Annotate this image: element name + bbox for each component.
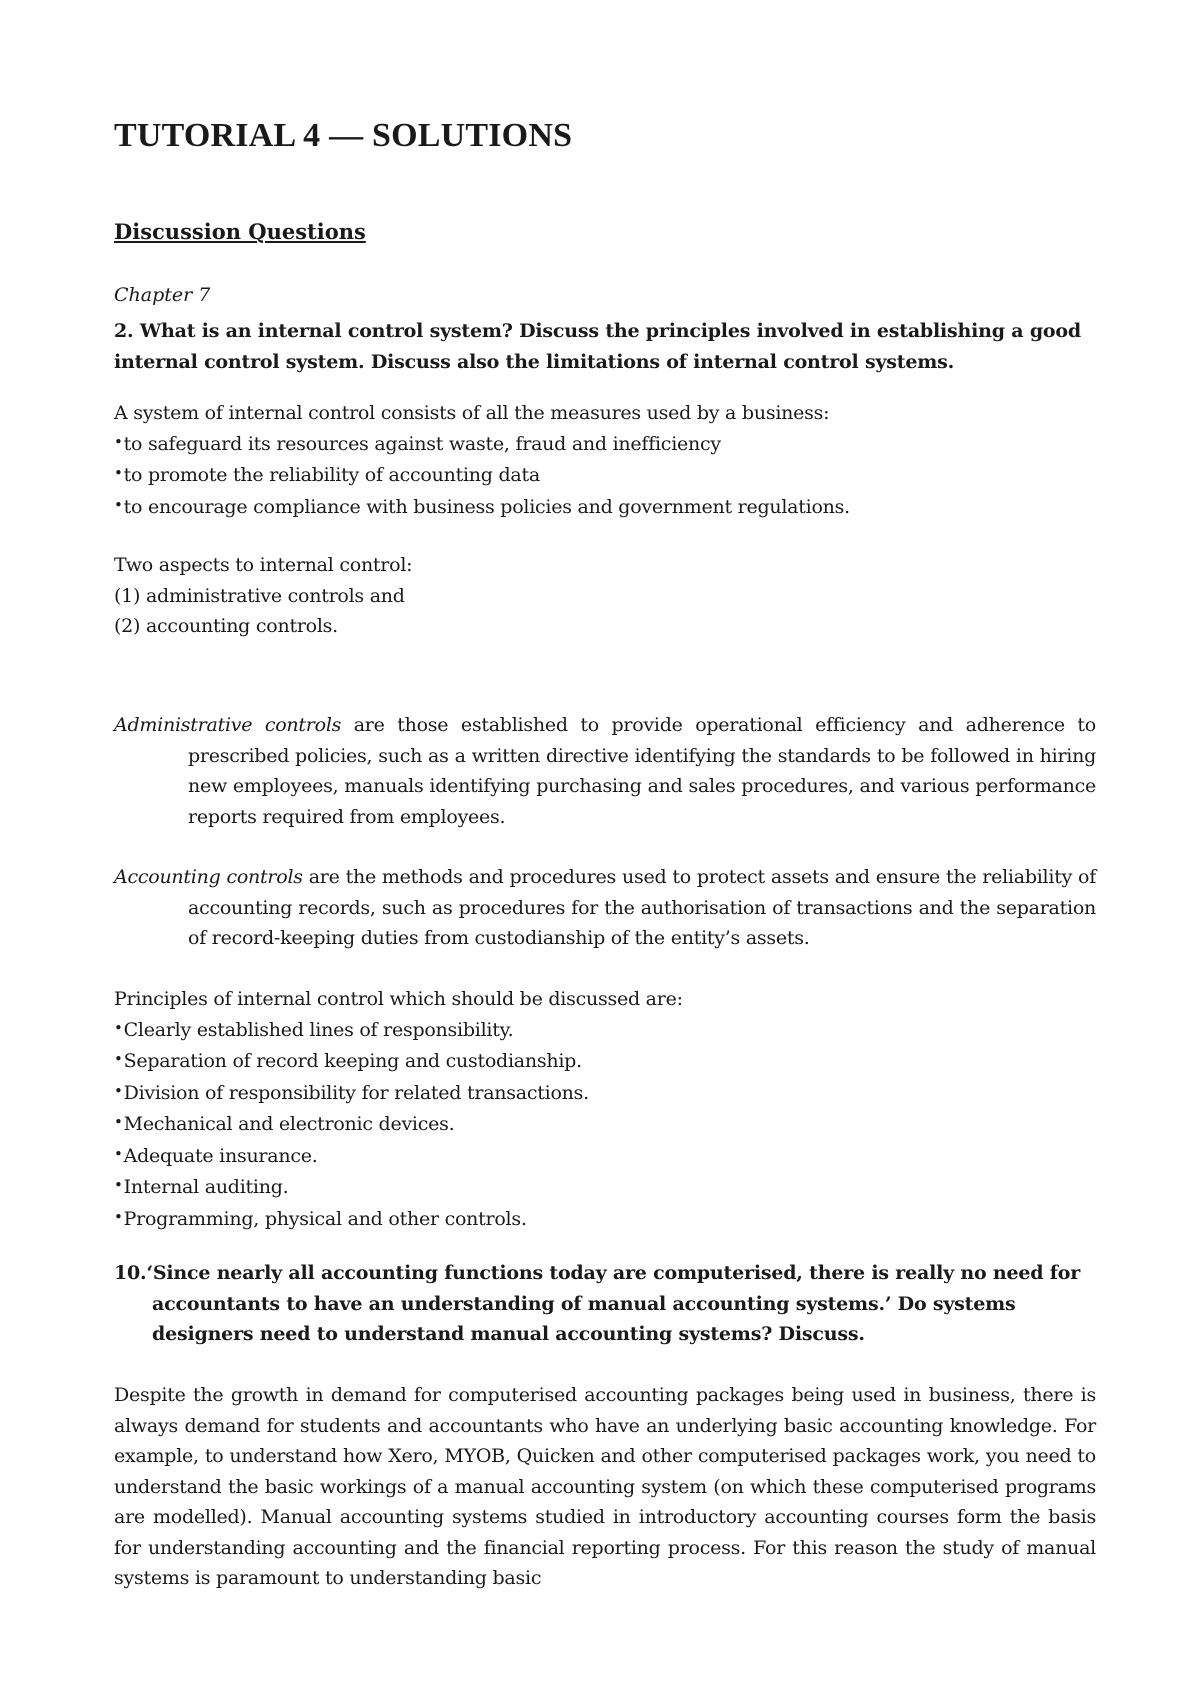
- accounting-text: are the methods and procedures used to protect assets and ensure the reliability of accounting records, such as procedures for the authorisation of transactions and the separation of record-keeping duties from custodianship of the entity’s assets.: [188, 866, 1096, 949]
- admin-text: are those established to provide operational efficiency and adherence to prescribed policies, such as a written directive identifying the standards to be followed in hiring new employees, manuals identifying purchasing and sales procedures, and various performance reports required from employees.: [188, 714, 1096, 828]
- page-title: TUTORIAL 4 — SOLUTIONS: [114, 117, 573, 154]
- system-intro: A system of internal control consists of all the measures used by a business:: [114, 402, 830, 424]
- administrative-controls-paragraph: [114, 710, 1096, 832]
- answer-10-paragraph: Despite the growth in demand for computerised accounting packages being used in business, there is always demand for students and accountants who have an underlying basic accounting knowledge. For example, to understand how Xero, MYOB, Quicken and other computerised packages work, you need to understand the basic workings of a manual accounting system (on which these computerised programs are modelled). Manual accounting systems studied in introductory accounting courses form the basis for understanding accounting and the financial reporting process. For this reason the study of manual systems is paramount to understanding basic: [114, 1384, 1096, 1589]
- admin-term: Administrative controls: [114, 714, 342, 736]
- principle-item: • Division of responsibility for related transactions.: [114, 1078, 1096, 1110]
- chapter-label: Chapter 7: [114, 284, 211, 306]
- aspect-item: (2) accounting controls.: [114, 615, 338, 637]
- accounting-controls-paragraph: [114, 862, 1096, 954]
- principles-intro: Principles of internal control which should be discussed are:: [114, 988, 683, 1010]
- aspects-block: [114, 550, 1096, 642]
- aspect-item: (1) administrative controls and: [114, 584, 405, 607]
- principle-item: • Internal auditing.: [114, 1172, 1096, 1204]
- question-10: 10.‘Since nearly all accounting functions today are computerised, there is really no need for accountants to have an understanding of manual accounting systems.’ Do systems designers need to understand manual accounting systems? Discuss.: [114, 1262, 1081, 1345]
- principle-item: • Adequate insurance.: [114, 1141, 1096, 1173]
- system-bullet: • to promote the reliability of accounting data: [114, 460, 1096, 492]
- principles-block: [114, 984, 1096, 1235]
- internal-control-definition: [114, 398, 1096, 523]
- system-bullet: • to encourage compliance with business policies and government regulations.: [114, 492, 1096, 524]
- accounting-term: Accounting controls: [114, 866, 303, 888]
- principle-item: • Separation of record keeping and custodianship.: [114, 1046, 1096, 1078]
- principle-item: • Clearly established lines of responsibility.: [114, 1015, 1096, 1047]
- principle-item: • Mechanical and electronic devices.: [114, 1109, 1096, 1141]
- section-heading: Discussion Questions: [114, 219, 366, 244]
- question-2: 2. What is an internal control system? Discuss the principles involved in establishing a good internal control system. Discuss also the limitations of internal control systems.: [114, 320, 1081, 373]
- system-bullet: • to safeguard its resources against waste, fraud and inefficiency: [114, 429, 1096, 461]
- principle-item: • Programming, physical and other controls.: [114, 1204, 1096, 1236]
- aspects-intro: Two aspects to internal control:: [114, 554, 413, 576]
